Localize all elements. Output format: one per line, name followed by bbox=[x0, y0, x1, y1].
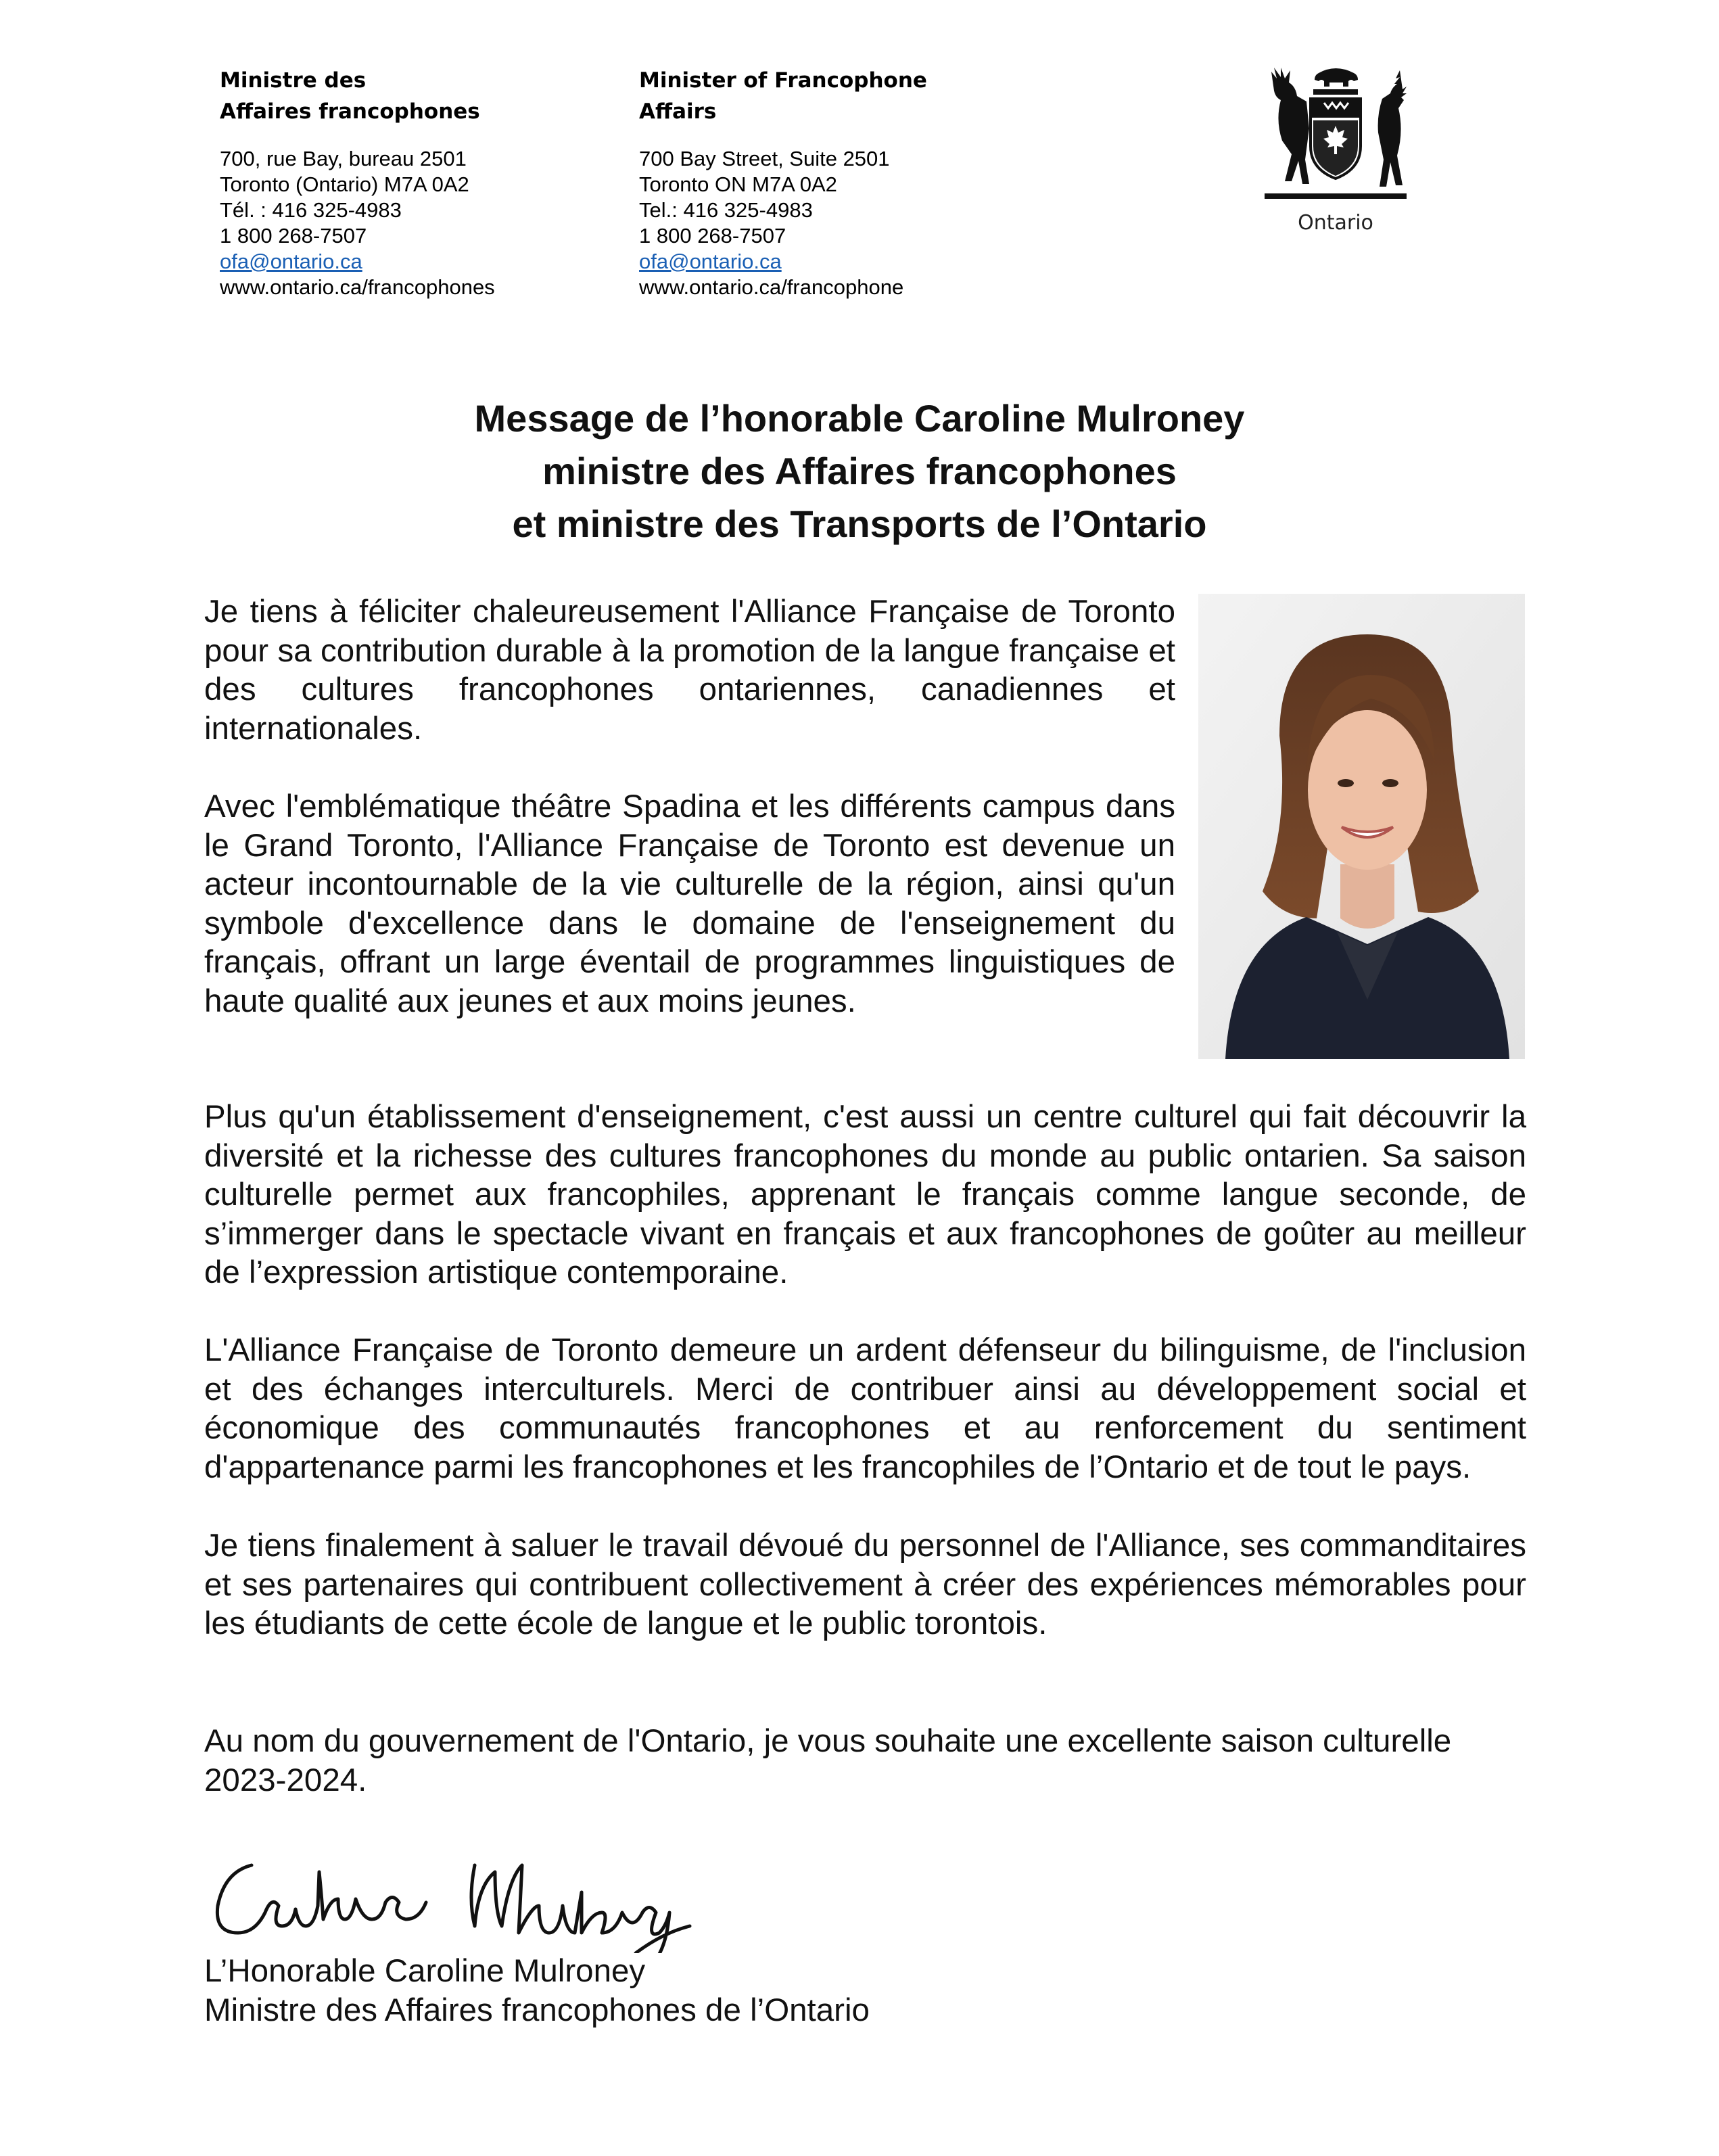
paragraph-line: 2023-2024. bbox=[204, 1762, 367, 1798]
letterhead-org-french bbox=[220, 65, 598, 127]
paragraph-4 bbox=[204, 1331, 1526, 1486]
letterhead-french bbox=[220, 65, 598, 300]
email-link[interactable]: ofa@ontario.ca bbox=[220, 250, 362, 273]
letterhead-english bbox=[639, 65, 1018, 300]
signatory-role: Ministre des Affaires francophones de l’Ontario bbox=[204, 1992, 870, 2028]
paragraph-text: L'Alliance Française de Toronto demeure un ardent défenseur du bilinguisme, de l'inclusion et des échanges interculturels. Merci de contribuer ainsi au développement social et économique des communautés francophones et au renforcement du sentiment d'appartenance parmi les francophones et les francophiles de l’Ontario et de tout le pays. bbox=[204, 1332, 1526, 1485]
paragraph-text: Je tiens finalement à saluer le travail dévoué du personnel de l'Alliance, ses commanditaires et ses partenaires qui contribuent collectivement à créer des expériences mémorables pour les étudiants de cette école de langue et le public torontois. bbox=[204, 1528, 1526, 1641]
paragraph-text: Avec l'emblématique théâtre Spadina et les différents campus dans le Grand Toronto, l'Alliance Française de Toronto est devenue un acteur incontournable de la vie culturelle de la région, ainsi qu'un symbole d'excellence dans le domaine de l'enseignement du français, offrant un large éventail de programmes linguistiques de haute qualité aux jeunes et aux moins jeunes. bbox=[204, 789, 1175, 1019]
paragraph-1 bbox=[204, 592, 1175, 748]
handwritten-signature bbox=[204, 1838, 732, 1953]
paragraph-text: Je tiens à féliciter chaleureusement l'Alliance Française de Toronto pour sa contribution durable à la promotion de la langue française et des cultures francophones ontariennes, canadiennes et internationales. bbox=[204, 594, 1175, 747]
portrait-photo bbox=[1198, 594, 1525, 1059]
page-title bbox=[183, 392, 1536, 550]
address-line2: Toronto ON M7A 0A2 bbox=[639, 172, 837, 196]
title-line3: et ministre des Transports de l’Ontario bbox=[512, 502, 1207, 545]
signature-block bbox=[204, 1952, 870, 2030]
title-line2: ministre des Affaires francophones bbox=[542, 450, 1177, 492]
paragraph-5 bbox=[204, 1526, 1526, 1643]
website: www.ontario.ca/francophone bbox=[639, 275, 904, 299]
paragraph-3 bbox=[204, 1098, 1526, 1292]
org-line2: Affaires francophones bbox=[220, 99, 480, 124]
email-link[interactable]: ofa@ontario.ca bbox=[639, 250, 782, 273]
address-line2: Toronto (Ontario) M7A 0A2 bbox=[220, 172, 469, 196]
title-line1: Message de l’honorable Caroline Mulroney bbox=[474, 397, 1245, 440]
toll-free: 1 800 268-7507 bbox=[639, 224, 786, 248]
paragraph-2 bbox=[204, 787, 1175, 1021]
paragraph-text: Plus qu'un établissement d'enseignement, c'est aussi un centre culturel qui fait découvrir la diversité et la richesse des cultures francophones du monde au public ontarien. Sa saison culturelle permet aux francophiles, apprenant le français comme langue seconde, de s’immerger dans le spectacle vivant en français et aux francophones de goûter au meilleur de l’expression artistique contemporaine. bbox=[204, 1099, 1526, 1290]
arms-label: Ontario bbox=[1298, 211, 1373, 235]
org-line2: Affairs bbox=[639, 99, 717, 124]
signatory-name: L’Honorable Caroline Mulroney bbox=[204, 1953, 646, 1989]
paragraph-line: Au nom du gouvernement de l'Ontario, je vous souhaite une excellente saison culturelle bbox=[204, 1723, 1452, 1759]
website: www.ontario.ca/francophones bbox=[220, 275, 495, 299]
address-line1: 700 Bay Street, Suite 2501 bbox=[639, 147, 890, 170]
org-line1: Minister of Francophone bbox=[639, 68, 927, 93]
toll-free: 1 800 268-7507 bbox=[220, 224, 367, 248]
org-line1: Ministre des bbox=[220, 68, 367, 93]
letterhead-org-english bbox=[639, 65, 1018, 127]
address-line1: 700, rue Bay, bureau 2501 bbox=[220, 147, 467, 170]
phone: Tel.: 416 325-4983 bbox=[639, 198, 813, 222]
paragraph-6 bbox=[204, 1722, 1526, 1800]
phone: Tél. : 416 325-4983 bbox=[220, 198, 402, 222]
